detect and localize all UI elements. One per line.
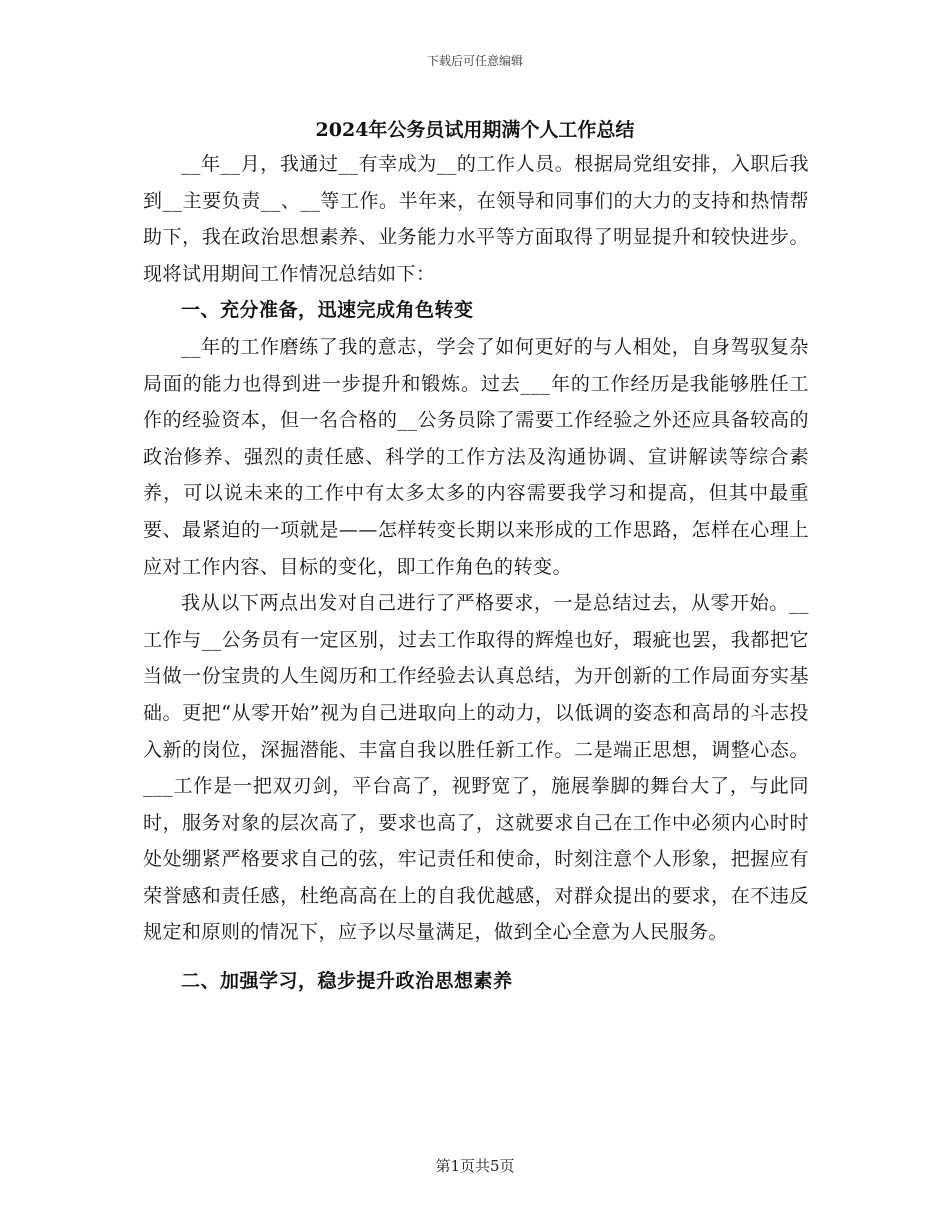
page-header-note: 下载后可任意编辑 [426, 54, 523, 68]
document-title: 2024年公务员试用期满个人工作总结 [315, 119, 635, 141]
document-body [143, 146, 809, 1000]
intro-paragraph: __年__月，我通过__有幸成为__的工作人员。根据局党组安排，入职后我到__主要负责__、__等工作。半年来，在领导和同事们的大力的支持和热情帮助下，我在政治思想素养、业务能力水平等方面取得了明显提升和较快进步。现将试用期间工作情况总结如下： [143, 153, 809, 285]
page-number: 第1页共5页 [435, 1157, 515, 1175]
section-heading-2: 二、加强学习，稳步提升政治思想素养 [181, 970, 513, 993]
body-paragraph-1: __年的工作磨练了我的意志，学会了如何更好的与人相处，自身驾驭复杂局面的能力也得到进一步提升和锻炼。过去___年的工作经历是我能够胜任工作的经验资本，但一名合格的__公务员除了需要工作经验之外还应具备较高的政治修养、强烈的责任感、科学的工作方法及沟通协调、宣讲解读等综合素养，可以说未来的工作中有太多太多的内容需要我学习和提高，但其中最重要、最紧迫的一项就是——怎样转变长期以来形成的工作思路，怎样在心理上应对工作内容、目标的变化，即工作角色的转变。 [143, 335, 809, 578]
body-paragraph-2: 我从以下两点出发对自己进行了严格要求，一是总结过去，从零开始。__工作与__公务员有一定区别，过去工作取得的辉煌也好，瑕疵也罢，我都把它当做一份宝贵的人生阅历和工作经验去认真总结，为开创新的工作局面夯实基础。更把“从零开始”视为自己进取向上的动力，以低调的姿态和高昂的斗志投入新的岗位，深掘潜能、丰富自我以胜任新工作。二是端正思想，调整心态。___工作是一把双刃剑，平台高了，视野宽了，施展拳脚的舞台大了，与此同时，服务对象的层次高了，要求也高了，这就要求自己在工作中必须内心时时处处绷紧严格要求自己的弦，牢记责任和使命，时刻注意个人形象，把握应有荣誉感和责任感，杜绝高高在上的自我优越感，对群众提出的要求，在不违反规定和原则的情况下，应予以尽量满足，做到全心全意为人民服务。 [143, 592, 809, 944]
section-heading-1: 一、充分准备，迅速完成角色转变 [181, 299, 474, 322]
